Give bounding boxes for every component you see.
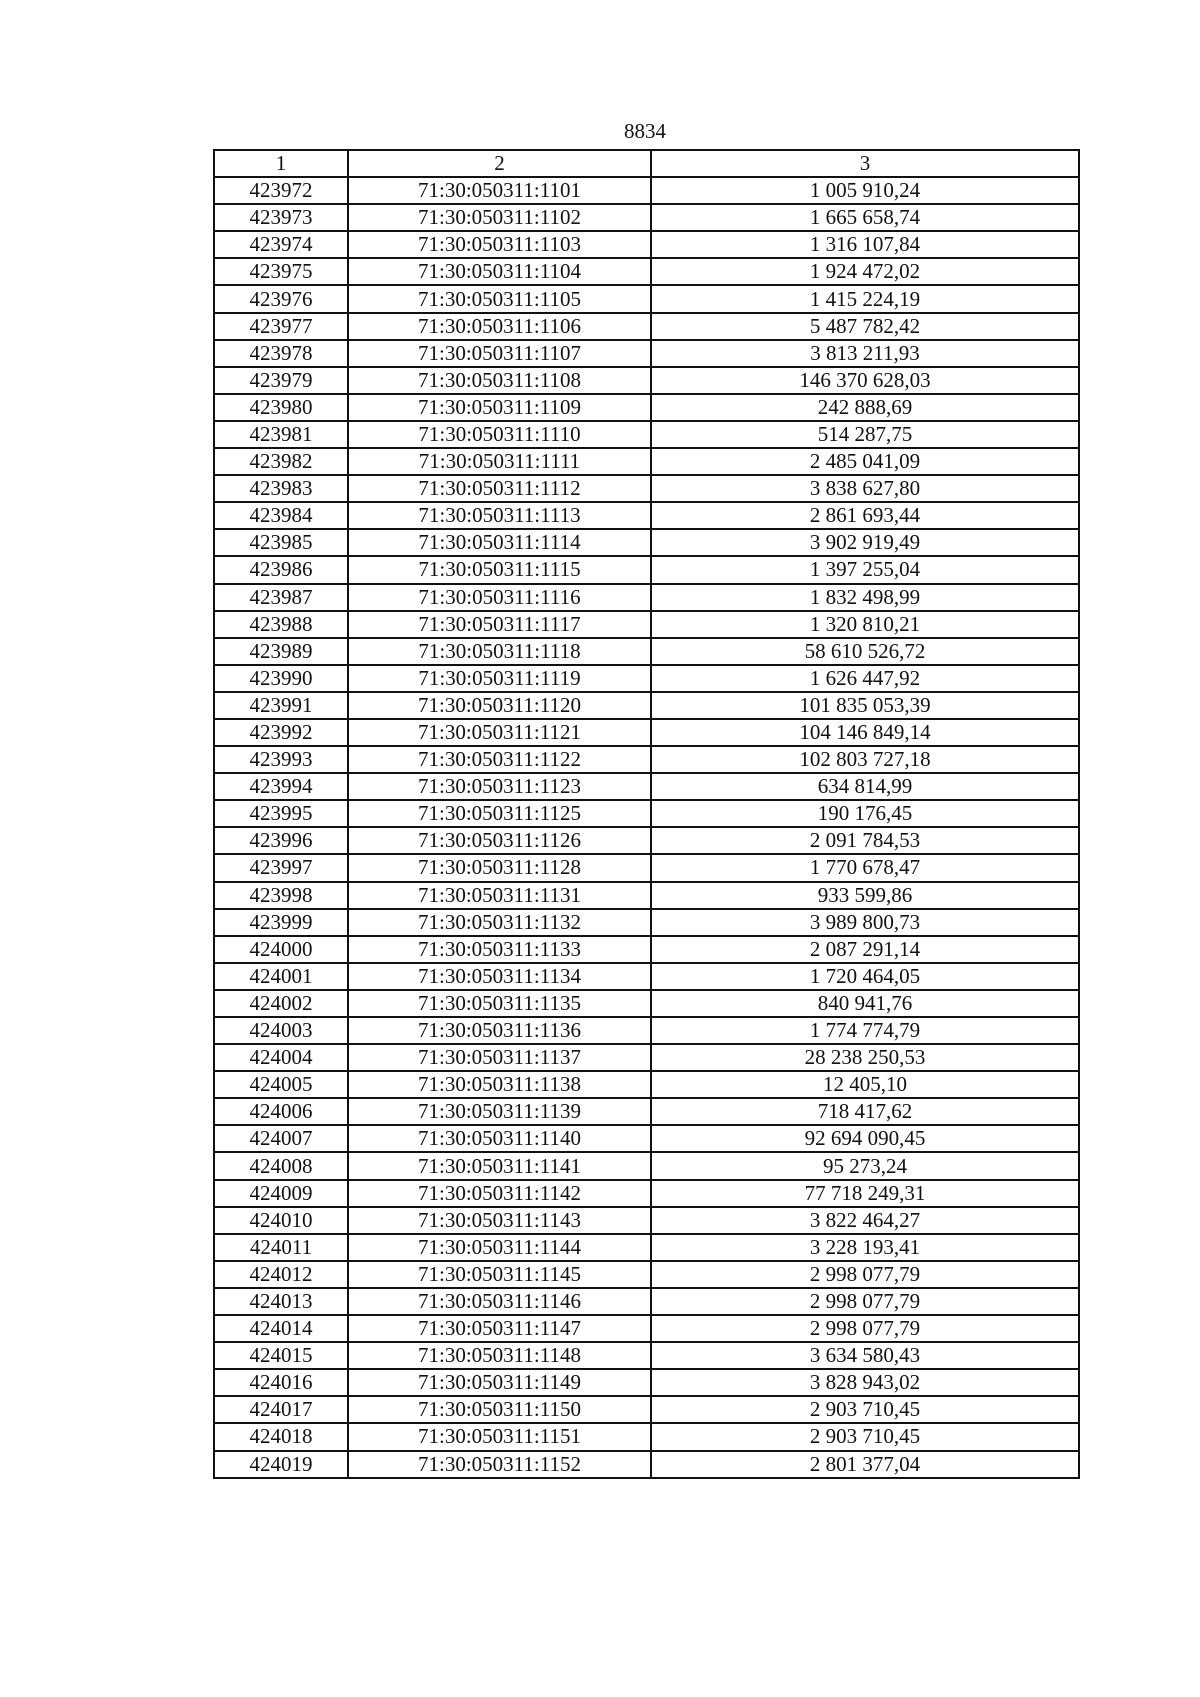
table-row: [214, 1207, 1079, 1234]
table-row: [214, 1071, 1079, 1098]
cadastral-value-cell: 5 487 782,42: [651, 313, 1079, 340]
cadastral-value-cell: 2 998 077,79: [651, 1261, 1079, 1288]
cadastral-number-cell: 71:30:050311:1107: [348, 340, 651, 367]
row-number-cell: 424002: [214, 990, 348, 1017]
cadastral-number-cell: 71:30:050311:1116: [348, 584, 651, 611]
cadastral-number-cell: 71:30:050311:1128: [348, 854, 651, 881]
row-number-cell: 423972: [214, 177, 348, 204]
cadastral-number-cell: 71:30:050311:1151: [348, 1423, 651, 1450]
table-row: [214, 692, 1079, 719]
cadastral-number-cell: 71:30:050311:1115: [348, 556, 651, 583]
cadastral-value-cell: 2 903 710,45: [651, 1396, 1079, 1423]
cadastral-number-cell: 71:30:050311:1145: [348, 1261, 651, 1288]
table-row: [214, 854, 1079, 881]
row-number-cell: 423973: [214, 204, 348, 231]
cadastral-value-cell: 3 989 800,73: [651, 909, 1079, 936]
table-row: [214, 204, 1079, 231]
cadastral-value-cell: 190 176,45: [651, 800, 1079, 827]
cadastral-number-cell: 71:30:050311:1137: [348, 1044, 651, 1071]
cadastral-value-cell: 58 610 526,72: [651, 638, 1079, 665]
cadastral-number-cell: 71:30:050311:1146: [348, 1288, 651, 1315]
cadastral-number-cell: 71:30:050311:1141: [348, 1152, 651, 1179]
row-number-cell: 423982: [214, 448, 348, 475]
table-row: [214, 394, 1079, 421]
table-row: [214, 1180, 1079, 1207]
cadastral-value-cell: 3 902 919,49: [651, 529, 1079, 556]
cadastral-value-cell: 3 228 193,41: [651, 1234, 1079, 1261]
table-row: [214, 1342, 1079, 1369]
row-number-cell: 423998: [214, 882, 348, 909]
table-row: [214, 1423, 1079, 1450]
cadastral-number-cell: 71:30:050311:1140: [348, 1125, 651, 1152]
row-number-cell: 423990: [214, 665, 348, 692]
row-number-cell: 424003: [214, 1017, 348, 1044]
row-number-cell: 424008: [214, 1152, 348, 1179]
row-number-cell: 424007: [214, 1125, 348, 1152]
row-number-cell: 424000: [214, 936, 348, 963]
row-number-cell: 424015: [214, 1342, 348, 1369]
cadastral-number-cell: 71:30:050311:1103: [348, 231, 651, 258]
cadastral-value-cell: 12 405,10: [651, 1071, 1079, 1098]
row-number-cell: 423983: [214, 475, 348, 502]
row-number-cell: 423987: [214, 584, 348, 611]
table-row: [214, 1261, 1079, 1288]
row-number-cell: 424013: [214, 1288, 348, 1315]
cadastral-number-cell: 71:30:050311:1120: [348, 692, 651, 719]
cadastral-number-cell: 71:30:050311:1109: [348, 394, 651, 421]
table-row: [214, 1315, 1079, 1342]
column-header-2: 2: [348, 150, 651, 177]
table-header-row: [214, 150, 1079, 177]
cadastral-number-cell: 71:30:050311:1135: [348, 990, 651, 1017]
cadastral-value-cell: 1 320 810,21: [651, 611, 1079, 638]
row-number-cell: 424004: [214, 1044, 348, 1071]
cadastral-value-cell: 1 924 472,02: [651, 258, 1079, 285]
cadastral-value-cell: 1 316 107,84: [651, 231, 1079, 258]
table-row: [214, 1125, 1079, 1152]
cadastral-value-cell: 1 005 910,24: [651, 177, 1079, 204]
cadastral-number-cell: 71:30:050311:1105: [348, 285, 651, 312]
table-row: [214, 665, 1079, 692]
row-number-cell: 423984: [214, 502, 348, 529]
page-number: 8834: [624, 119, 666, 143]
table-row: [214, 1234, 1079, 1261]
cadastral-value-cell: 2 861 693,44: [651, 502, 1079, 529]
table-row: [214, 1152, 1079, 1179]
cadastral-number-cell: 71:30:050311:1142: [348, 1180, 651, 1207]
cadastral-value-cell: 718 417,62: [651, 1098, 1079, 1125]
row-number-cell: 423980: [214, 394, 348, 421]
row-number-cell: 423981: [214, 421, 348, 448]
cadastral-value-cell: 3 813 211,93: [651, 340, 1079, 367]
cadastral-number-cell: 71:30:050311:1123: [348, 773, 651, 800]
row-number-cell: 424019: [214, 1451, 348, 1478]
row-number-cell: 424014: [214, 1315, 348, 1342]
row-number-cell: 423986: [214, 556, 348, 583]
row-number-cell: 424001: [214, 963, 348, 990]
cadastral-value-cell: 92 694 090,45: [651, 1125, 1079, 1152]
table-row: [214, 909, 1079, 936]
table-row: [214, 313, 1079, 340]
table-row: [214, 1396, 1079, 1423]
table-row: [214, 556, 1079, 583]
row-number-cell: 423992: [214, 719, 348, 746]
row-number-cell: 423979: [214, 367, 348, 394]
row-number-cell: 423985: [214, 529, 348, 556]
cadastral-value-cell: 514 287,75: [651, 421, 1079, 448]
cadastral-value-cell: 840 941,76: [651, 990, 1079, 1017]
row-number-cell: 424010: [214, 1207, 348, 1234]
cadastral-number-cell: 71:30:050311:1147: [348, 1315, 651, 1342]
cadastral-value-cell: 102 803 727,18: [651, 746, 1079, 773]
row-number-cell: 424009: [214, 1180, 348, 1207]
table-row: [214, 285, 1079, 312]
cadastral-number-cell: 71:30:050311:1149: [348, 1369, 651, 1396]
cadastral-number-cell: 71:30:050311:1136: [348, 1017, 651, 1044]
table-row: [214, 231, 1079, 258]
table-row: [214, 719, 1079, 746]
cadastral-number-cell: 71:30:050311:1126: [348, 827, 651, 854]
row-number-cell: 423988: [214, 611, 348, 638]
table-row: [214, 448, 1079, 475]
table-row: [214, 1451, 1079, 1478]
table-row: [214, 1017, 1079, 1044]
cadastral-number-cell: 71:30:050311:1148: [348, 1342, 651, 1369]
cadastral-number-cell: 71:30:050311:1117: [348, 611, 651, 638]
cadastral-value-cell: 1 626 447,92: [651, 665, 1079, 692]
cadastral-number-cell: 71:30:050311:1104: [348, 258, 651, 285]
row-number-cell: 423993: [214, 746, 348, 773]
cadastral-value-cell: 101 835 053,39: [651, 692, 1079, 719]
cadastral-value-cell: 2 903 710,45: [651, 1423, 1079, 1450]
cadastral-number-cell: 71:30:050311:1122: [348, 746, 651, 773]
cadastral-value-cell: 1 774 774,79: [651, 1017, 1079, 1044]
cadastral-value-cell: 242 888,69: [651, 394, 1079, 421]
row-number-cell: 423995: [214, 800, 348, 827]
table-row: [214, 475, 1079, 502]
cadastral-number-cell: 71:30:050311:1110: [348, 421, 651, 448]
column-header-1: 1: [214, 150, 348, 177]
cadastral-number-cell: 71:30:050311:1133: [348, 936, 651, 963]
table-row: [214, 1288, 1079, 1315]
cadastral-number-cell: 71:30:050311:1121: [348, 719, 651, 746]
cadastral-number-cell: 71:30:050311:1143: [348, 1207, 651, 1234]
row-number-cell: 423997: [214, 854, 348, 881]
row-number-cell: 423989: [214, 638, 348, 665]
row-number-cell: 423976: [214, 285, 348, 312]
cadastral-value-cell: 2 998 077,79: [651, 1315, 1079, 1342]
table-row: [214, 773, 1079, 800]
cadastral-number-cell: 71:30:050311:1125: [348, 800, 651, 827]
cadastral-value-table: [213, 149, 1080, 1479]
cadastral-value-cell: 146 370 628,03: [651, 367, 1079, 394]
row-number-cell: 423977: [214, 313, 348, 340]
row-number-cell: 423996: [214, 827, 348, 854]
table-row: [214, 421, 1079, 448]
table-row: [214, 529, 1079, 556]
cadastral-number-cell: 71:30:050311:1102: [348, 204, 651, 231]
cadastral-number-cell: 71:30:050311:1138: [348, 1071, 651, 1098]
table-body: [214, 177, 1079, 1478]
cadastral-number-cell: 71:30:050311:1139: [348, 1098, 651, 1125]
table-row: [214, 367, 1079, 394]
cadastral-value-cell: 933 599,86: [651, 882, 1079, 909]
cadastral-number-cell: 71:30:050311:1106: [348, 313, 651, 340]
row-number-cell: 423974: [214, 231, 348, 258]
cadastral-value-cell: 1 770 678,47: [651, 854, 1079, 881]
table-row: [214, 258, 1079, 285]
cadastral-number-cell: 71:30:050311:1114: [348, 529, 651, 556]
row-number-cell: 423978: [214, 340, 348, 367]
cadastral-value-cell: 1 415 224,19: [651, 285, 1079, 312]
cadastral-number-cell: 71:30:050311:1150: [348, 1396, 651, 1423]
row-number-cell: 424017: [214, 1396, 348, 1423]
cadastral-number-cell: 71:30:050311:1152: [348, 1451, 651, 1478]
cadastral-value-cell: 3 822 464,27: [651, 1207, 1079, 1234]
cadastral-number-cell: 71:30:050311:1131: [348, 882, 651, 909]
cadastral-value-cell: 1 720 464,05: [651, 963, 1079, 990]
cadastral-number-cell: 71:30:050311:1111: [348, 448, 651, 475]
cadastral-value-cell: 3 828 943,02: [651, 1369, 1079, 1396]
table-row: [214, 963, 1079, 990]
cadastral-number-cell: 71:30:050311:1134: [348, 963, 651, 990]
cadastral-value-cell: 28 238 250,53: [651, 1044, 1079, 1071]
cadastral-number-cell: 71:30:050311:1112: [348, 475, 651, 502]
cadastral-value-cell: 2 801 377,04: [651, 1451, 1079, 1478]
cadastral-value-cell: 1 397 255,04: [651, 556, 1079, 583]
table-row: [214, 584, 1079, 611]
table-row: [214, 340, 1079, 367]
table-row: [214, 1044, 1079, 1071]
cadastral-number-cell: 71:30:050311:1119: [348, 665, 651, 692]
cadastral-number-cell: 71:30:050311:1108: [348, 367, 651, 394]
row-number-cell: 423991: [214, 692, 348, 719]
table-row: [214, 611, 1079, 638]
row-number-cell: 423999: [214, 909, 348, 936]
cadastral-value-cell: 634 814,99: [651, 773, 1079, 800]
cadastral-value-cell: 104 146 849,14: [651, 719, 1079, 746]
row-number-cell: 424005: [214, 1071, 348, 1098]
cadastral-value-cell: 1 665 658,74: [651, 204, 1079, 231]
row-number-cell: 424011: [214, 1234, 348, 1261]
cadastral-number-cell: 71:30:050311:1113: [348, 502, 651, 529]
row-number-cell: 424012: [214, 1261, 348, 1288]
table-row: [214, 990, 1079, 1017]
cadastral-number-cell: 71:30:050311:1144: [348, 1234, 651, 1261]
cadastral-value-cell: 2 485 041,09: [651, 448, 1079, 475]
table-row: [214, 502, 1079, 529]
table-row: [214, 1369, 1079, 1396]
row-number-cell: 423994: [214, 773, 348, 800]
cadastral-number-cell: 71:30:050311:1132: [348, 909, 651, 936]
table-row: [214, 746, 1079, 773]
table-row: [214, 882, 1079, 909]
row-number-cell: 424018: [214, 1423, 348, 1450]
table-row: [214, 827, 1079, 854]
table-row: [214, 638, 1079, 665]
table-row: [214, 800, 1079, 827]
table-row: [214, 1098, 1079, 1125]
cadastral-value-cell: 2 998 077,79: [651, 1288, 1079, 1315]
cadastral-value-cell: 95 273,24: [651, 1152, 1079, 1179]
column-header-3: 3: [651, 150, 1079, 177]
row-number-cell: 424006: [214, 1098, 348, 1125]
cadastral-number-cell: 71:30:050311:1101: [348, 177, 651, 204]
cadastral-number-cell: 71:30:050311:1118: [348, 638, 651, 665]
table-row: [214, 177, 1079, 204]
cadastral-value-cell: 77 718 249,31: [651, 1180, 1079, 1207]
row-number-cell: 424016: [214, 1369, 348, 1396]
cadastral-value-cell: 3 838 627,80: [651, 475, 1079, 502]
cadastral-value-cell: 2 087 291,14: [651, 936, 1079, 963]
row-number-cell: 423975: [214, 258, 348, 285]
cadastral-value-cell: 3 634 580,43: [651, 1342, 1079, 1369]
cadastral-value-cell: 2 091 784,53: [651, 827, 1079, 854]
cadastral-value-cell: 1 832 498,99: [651, 584, 1079, 611]
table-row: [214, 936, 1079, 963]
